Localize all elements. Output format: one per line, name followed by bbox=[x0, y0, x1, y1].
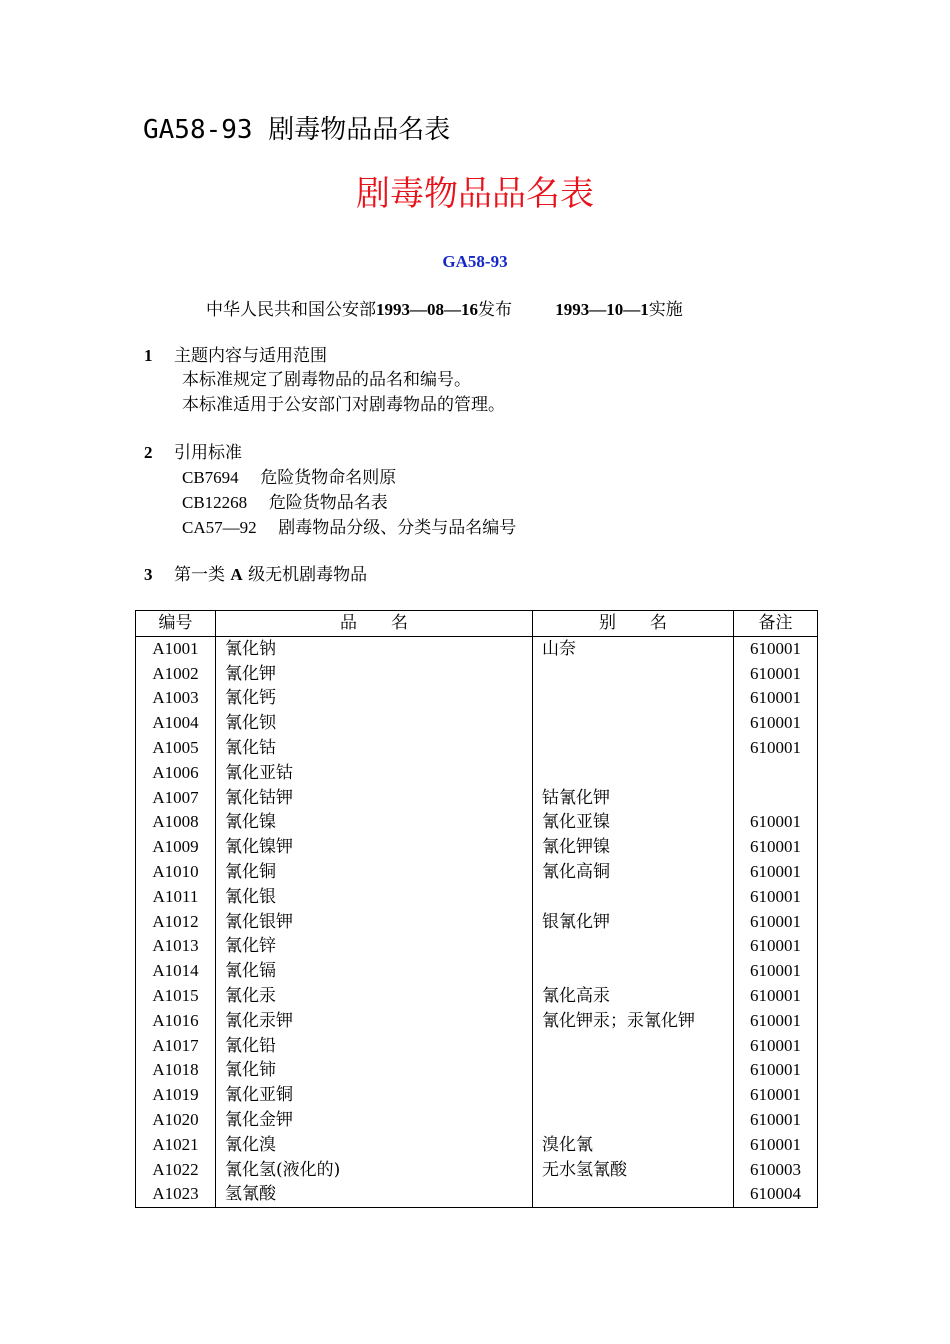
cell-name: 氰化镍钾 bbox=[216, 835, 533, 860]
section-title: 主题内容与适用范围 bbox=[174, 346, 327, 366]
section-2-heading bbox=[144, 440, 242, 466]
effective-label: 实施 bbox=[648, 300, 683, 320]
cell-name: 氰化钠 bbox=[216, 636, 533, 661]
effective-date: 1993—10—1 bbox=[555, 300, 649, 319]
cell-alias: 氰化高汞 bbox=[533, 984, 734, 1009]
table-row bbox=[136, 711, 818, 736]
reference-code: CB12268 bbox=[182, 493, 248, 512]
reference-item bbox=[182, 465, 396, 491]
reference-item bbox=[182, 490, 388, 516]
cell-alias bbox=[533, 761, 734, 786]
cell-name: 氰化钴钾 bbox=[216, 786, 533, 811]
standard-code: GA58-93 bbox=[442, 252, 508, 271]
cell-alias bbox=[533, 959, 734, 984]
cell-id: A1001 bbox=[136, 636, 216, 661]
cell-note: 610001 bbox=[734, 1034, 818, 1059]
cell-alias bbox=[533, 1182, 734, 1207]
cell-name: 氰化银钾 bbox=[216, 910, 533, 935]
cell-id: A1007 bbox=[136, 786, 216, 811]
cell-alias: 山奈 bbox=[533, 636, 734, 661]
cell-note: 610001 bbox=[734, 835, 818, 860]
cell-note: 610001 bbox=[734, 860, 818, 885]
table-row bbox=[136, 959, 818, 984]
cell-id: A1015 bbox=[136, 984, 216, 1009]
cell-id: A1003 bbox=[136, 686, 216, 711]
table-row bbox=[136, 934, 818, 959]
section-1-line-1: 本标准规定了剧毒物品的品名和编号。 bbox=[182, 370, 471, 390]
issue-label: 发布 bbox=[478, 300, 512, 320]
toxic-substances-table bbox=[135, 610, 818, 1208]
cell-id: A1020 bbox=[136, 1108, 216, 1133]
section-title: 引用标准 bbox=[174, 443, 242, 463]
table-row bbox=[136, 786, 818, 811]
cell-alias bbox=[533, 711, 734, 736]
cell-alias: 无水氢氰酸 bbox=[533, 1158, 734, 1183]
table-row bbox=[136, 860, 818, 885]
table-header-row bbox=[136, 611, 818, 637]
section-number: 3 bbox=[144, 565, 153, 584]
table-row bbox=[136, 1158, 818, 1183]
document-heading: GA58-93 剧毒物品品名表 bbox=[143, 115, 451, 145]
cell-id: A1002 bbox=[136, 662, 216, 687]
cell-note: 610001 bbox=[734, 810, 818, 835]
issue-date: 1993—08—16 bbox=[376, 300, 478, 319]
table-row bbox=[136, 686, 818, 711]
cell-note: 610001 bbox=[734, 1009, 818, 1034]
cell-id: A1012 bbox=[136, 910, 216, 935]
cell-note bbox=[734, 786, 818, 811]
cell-alias: 溴化氰 bbox=[533, 1133, 734, 1158]
cell-id: A1011 bbox=[136, 885, 216, 910]
section-1-heading bbox=[144, 343, 327, 369]
table-row bbox=[136, 1058, 818, 1083]
section-number: 1 bbox=[144, 346, 153, 365]
header-alias: 别 名 bbox=[533, 611, 734, 637]
cell-note: 610001 bbox=[734, 636, 818, 661]
cell-id: A1023 bbox=[136, 1182, 216, 1207]
cell-alias: 钴氰化钾 bbox=[533, 786, 734, 811]
cell-id: A1018 bbox=[136, 1058, 216, 1083]
cell-alias bbox=[533, 1083, 734, 1108]
cell-name: 氰化溴 bbox=[216, 1133, 533, 1158]
cell-alias: 氰化高铜 bbox=[533, 860, 734, 885]
cell-id: A1010 bbox=[136, 860, 216, 885]
cell-id: A1016 bbox=[136, 1009, 216, 1034]
cell-alias bbox=[533, 1058, 734, 1083]
cell-name: 氰化镍 bbox=[216, 810, 533, 835]
cell-alias bbox=[533, 885, 734, 910]
reference-item bbox=[182, 515, 516, 541]
table-row bbox=[136, 736, 818, 761]
cell-id: A1019 bbox=[136, 1083, 216, 1108]
cell-note: 610001 bbox=[734, 1083, 818, 1108]
cell-id: A1009 bbox=[136, 835, 216, 860]
cell-id: A1017 bbox=[136, 1034, 216, 1059]
cell-name: 氰化亚钴 bbox=[216, 761, 533, 786]
cell-name: 氰化汞 bbox=[216, 984, 533, 1009]
cell-note: 610001 bbox=[734, 662, 818, 687]
cell-note: 610003 bbox=[734, 1158, 818, 1183]
cell-alias bbox=[533, 1108, 734, 1133]
publication-line bbox=[206, 297, 683, 323]
cell-name: 氰化钾 bbox=[216, 662, 533, 687]
cell-alias bbox=[533, 1034, 734, 1059]
table-row bbox=[136, 662, 818, 687]
table-row bbox=[136, 835, 818, 860]
cell-alias: 氰化亚镍 bbox=[533, 810, 734, 835]
section-title-post: 级无机剧毒物品 bbox=[248, 565, 368, 585]
section-number: 2 bbox=[144, 443, 153, 462]
cell-name: 氰化金钾 bbox=[216, 1108, 533, 1133]
header-id: 编号 bbox=[136, 611, 216, 637]
cell-name: 氰化银 bbox=[216, 885, 533, 910]
section-1-line-2: 本标准适用于公安部门对剧毒物品的管理。 bbox=[182, 395, 505, 415]
table-row bbox=[136, 885, 818, 910]
section-title-grade: A bbox=[230, 565, 243, 584]
main-title: 剧毒物品品名表 bbox=[356, 174, 594, 214]
cell-note: 610001 bbox=[734, 686, 818, 711]
cell-name: 氰化铅 bbox=[216, 1034, 533, 1059]
table-row bbox=[136, 761, 818, 786]
cell-id: A1013 bbox=[136, 934, 216, 959]
cell-name: 氰化钴 bbox=[216, 736, 533, 761]
cell-alias: 氰化钾汞；汞氰化钾 bbox=[533, 1009, 734, 1034]
table-row bbox=[136, 910, 818, 935]
cell-name: 氢氰酸 bbox=[216, 1182, 533, 1207]
cell-note bbox=[734, 761, 818, 786]
table-row bbox=[136, 636, 818, 661]
cell-note: 610001 bbox=[734, 959, 818, 984]
cell-note: 610001 bbox=[734, 711, 818, 736]
cell-name: 氰化锌 bbox=[216, 934, 533, 959]
cell-alias bbox=[533, 736, 734, 761]
header-name: 品 名 bbox=[216, 611, 533, 637]
cell-note: 610001 bbox=[734, 1108, 818, 1133]
reference-title: 危险货物命名则原 bbox=[260, 468, 397, 488]
cell-note: 610001 bbox=[734, 736, 818, 761]
cell-name: 氰化镉 bbox=[216, 959, 533, 984]
cell-id: A1021 bbox=[136, 1133, 216, 1158]
cell-alias bbox=[533, 662, 734, 687]
cell-name: 氰化氢(液化的) bbox=[216, 1158, 533, 1183]
reference-title: 危险货物品名表 bbox=[268, 493, 388, 513]
issuer: 中华人民共和国公安部 bbox=[206, 300, 376, 320]
cell-note: 610004 bbox=[734, 1182, 818, 1207]
cell-id: A1008 bbox=[136, 810, 216, 835]
cell-id: A1005 bbox=[136, 736, 216, 761]
cell-alias: 氰化钾镍 bbox=[533, 835, 734, 860]
section-3-heading bbox=[144, 562, 367, 588]
cell-note: 610001 bbox=[734, 910, 818, 935]
reference-code: CB7694 bbox=[182, 468, 239, 487]
header-note: 备注 bbox=[734, 611, 818, 637]
cell-note: 610001 bbox=[734, 885, 818, 910]
reference-title: 剧毒物品分级、分类与品名编号 bbox=[278, 518, 517, 538]
table-row bbox=[136, 1108, 818, 1133]
cell-note: 610001 bbox=[734, 1133, 818, 1158]
cell-note: 610001 bbox=[734, 984, 818, 1009]
cell-name: 氰化汞钾 bbox=[216, 1009, 533, 1034]
table-row bbox=[136, 1034, 818, 1059]
cell-name: 氰化亚铜 bbox=[216, 1083, 533, 1108]
table-row bbox=[136, 1083, 818, 1108]
table-row bbox=[136, 1182, 818, 1207]
section-title-pre: 第一类 bbox=[174, 565, 225, 585]
table-row bbox=[136, 1009, 818, 1034]
reference-code: CA57—92 bbox=[182, 518, 257, 537]
cell-id: A1006 bbox=[136, 761, 216, 786]
cell-name: 氰化铈 bbox=[216, 1058, 533, 1083]
cell-name: 氰化钡 bbox=[216, 711, 533, 736]
cell-alias bbox=[533, 934, 734, 959]
cell-id: A1014 bbox=[136, 959, 216, 984]
table-row bbox=[136, 984, 818, 1009]
cell-alias bbox=[533, 686, 734, 711]
cell-id: A1004 bbox=[136, 711, 216, 736]
table-row bbox=[136, 1133, 818, 1158]
cell-alias: 银氰化钾 bbox=[533, 910, 734, 935]
cell-name: 氰化铜 bbox=[216, 860, 533, 885]
cell-name: 氰化钙 bbox=[216, 686, 533, 711]
cell-note: 610001 bbox=[734, 1058, 818, 1083]
table-row bbox=[136, 810, 818, 835]
cell-note: 610001 bbox=[734, 934, 818, 959]
cell-id: A1022 bbox=[136, 1158, 216, 1183]
